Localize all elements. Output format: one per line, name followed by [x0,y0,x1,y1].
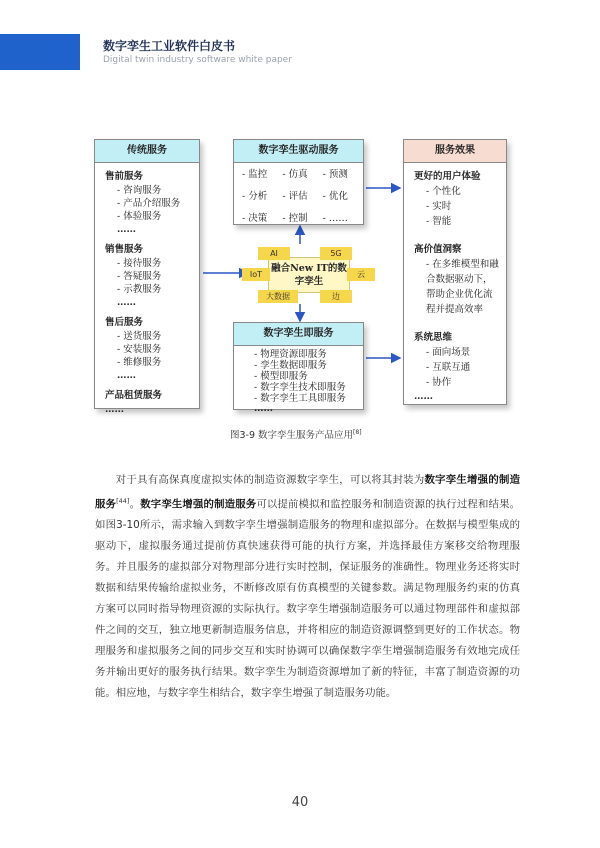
traditional-group-label: 产品租赁服务 [105,390,163,401]
bullet-dash: - [322,169,329,180]
figure-caption [230,427,362,441]
driven-service-label: 监控 [248,169,268,180]
instant-more: …… [254,403,273,414]
tag-5g: 5G [320,247,352,260]
traditional-item: - 送货服务 [117,331,162,342]
traditional-more: …… [117,297,136,308]
driven-service-label: 分析 [248,191,268,202]
traditional-item: - 体验服务 [117,211,162,222]
instant-service-item: - 数字孪生技术即服务 [254,382,346,393]
traditional-item: - 产品介绍服务 [117,198,181,209]
traditional-item: - 维修服务 [117,357,162,368]
page-number: 40 [291,795,309,810]
body-bold-2: 数字孪生增强的制造服务 [140,498,257,511]
effects-item: - 智能 [426,216,452,227]
driven-services-box [233,139,364,225]
instant-service-item: - 模型即服务 [254,371,308,382]
bullet-dash: - [322,213,329,224]
instant-service-item: - 数字孪生工具即服务 [254,393,346,404]
driven-service-label: 预测 [328,169,348,180]
tag-edge: 边 [320,290,352,303]
driven-services-row [242,186,363,208]
instant-services-list [234,346,363,414]
body-text-3: 可以提前模拟和监控服务和制造资源的执行过程和结果。如图3-10所示，需求输入到数字孪生增强制造服务的物理和虚拟部分。在数据与模型集成的驱动下，虚拟服务通过提前仿真快速获得可能的执行方案，并选择最佳方案移交给物理服务。并且服务的虚拟部分对物理部分进行实时控制，保证服务的准确性。物理业务还将实时数据和结果传输给虚拟业务，不断修改原有仿真模型的关键参数。满足物理服务约束的仿真方案可以同时指导物理资源的实际执行。数字孪生增强制造服务可以通过物理部件和虚拟部件之间的交互，独立地更新制造服务信息，并将相应的制造资源调整到更好的工作状态。物理服务和虚拟服务之间的同步交互和实时协调可以确保数字孪生增强制造服务有效地完成任务并输出更好的服务执行结果。数字孪生为制造资源增加了新的特征，丰富了制造资源的功能。相应地，与数字孪生相结合，数字孪生增强了制造服务功能。 [95,498,521,699]
driven-service-label: …… [328,213,348,224]
effects-item: - 个性化 [426,186,461,197]
traditional-services-list [95,163,199,416]
bullet-dash: - [242,191,249,202]
driven-service-item [282,186,322,208]
driven-services-row [242,208,363,230]
traditional-item: - 示教服务 [117,284,162,295]
driven-service-label: 优化 [328,191,348,202]
traditional-services-box [94,139,200,415]
effects-group [414,170,506,229]
driven-service-item [242,164,282,186]
service-effects-title: 服务效果 [404,140,506,163]
traditional-group [105,170,199,236]
tag-bigdata: 大数据 [258,290,298,303]
driven-service-label: 决策 [248,213,268,224]
traditional-group-label: 售前服务 [105,171,144,182]
bullet-dash: - [282,169,289,180]
figure-caption-ref: [8] [353,428,362,436]
tag-ai: AI [258,247,290,260]
traditional-item: - 接待服务 [117,258,162,269]
driven-services-grid [234,163,363,230]
header-title: 数字孪生工业软件白皮书 [103,39,236,53]
traditional-item: - 答疑服务 [117,271,162,282]
bullet-dash: - [282,191,289,202]
effects-group-label: 更好的用户体验 [414,171,481,182]
service-effects-list [404,163,506,403]
driven-service-label: 评估 [288,191,308,202]
effects-group-label: 高价值洞察 [414,244,462,255]
driven-services-title: 数字孪生驱动服务 [234,140,363,163]
effects-item: - 实时 [426,201,452,212]
body-text-2: 。 [129,498,141,511]
driven-services-row [242,164,363,186]
center-core-label: 融合New IT的数字孪生 [271,263,347,287]
bullet-dash: - [322,191,329,202]
instant-service-item: - 孪生数据即服务 [254,360,327,371]
effects-item: - 面向场景 [426,347,471,358]
body-paragraph [95,470,520,703]
instant-services-title: 数字孪生即服务 [234,323,363,346]
traditional-group [105,389,199,416]
effects-item: - 在多维模型和融合数据驱动下，帮助企业优化流程并提高效率 [426,259,499,315]
instant-service-item: - 物理资源即服务 [254,349,327,360]
traditional-group [105,316,199,382]
traditional-item: - 安装服务 [117,344,162,355]
traditional-services-title: 传统服务 [95,140,199,163]
body-bold-1: 数字孪生增强的制造服务 [95,474,521,511]
bullet-dash: - [242,213,249,224]
driven-service-item [323,164,363,186]
driven-service-item [242,208,282,230]
effects-group [414,331,506,403]
traditional-more: …… [105,404,124,415]
traditional-more: …… [117,370,136,381]
tag-cloud: 云 [347,268,375,281]
effects-more: …… [414,391,433,402]
driven-service-item [323,186,363,208]
traditional-group-label: 销售服务 [105,244,144,255]
effects-group [414,243,506,317]
header-subtitle: Digital twin industry software white paper [103,55,292,65]
driven-service-item [323,208,363,230]
traditional-more: …… [117,224,136,235]
effects-group-label: 系统思维 [414,332,453,343]
effects-item: - 互联互通 [426,362,471,373]
driven-service-item [282,164,322,186]
traditional-group-label: 售后服务 [105,317,144,328]
bullet-dash: - [242,169,249,180]
traditional-group [105,243,199,309]
traditional-item: - 咨询服务 [117,185,162,196]
body-ref: [44] [116,496,130,505]
body-text-1: 对于具有高保真度虚拟实体的制造资源数字孪生，可以将其封装为 [115,474,425,486]
service-effects-box [403,139,507,405]
driven-service-item [242,186,282,208]
figure-caption-text: 图3-9 数字孪生服务产品应用 [230,430,354,441]
driven-service-label: 仿真 [288,169,308,180]
tag-iot: IoT [242,268,270,281]
driven-service-label: 控制 [288,213,308,224]
driven-service-item [282,208,322,230]
effects-item: - 协作 [426,377,452,388]
instant-services-box [233,322,364,414]
bullet-dash: - [282,213,289,224]
